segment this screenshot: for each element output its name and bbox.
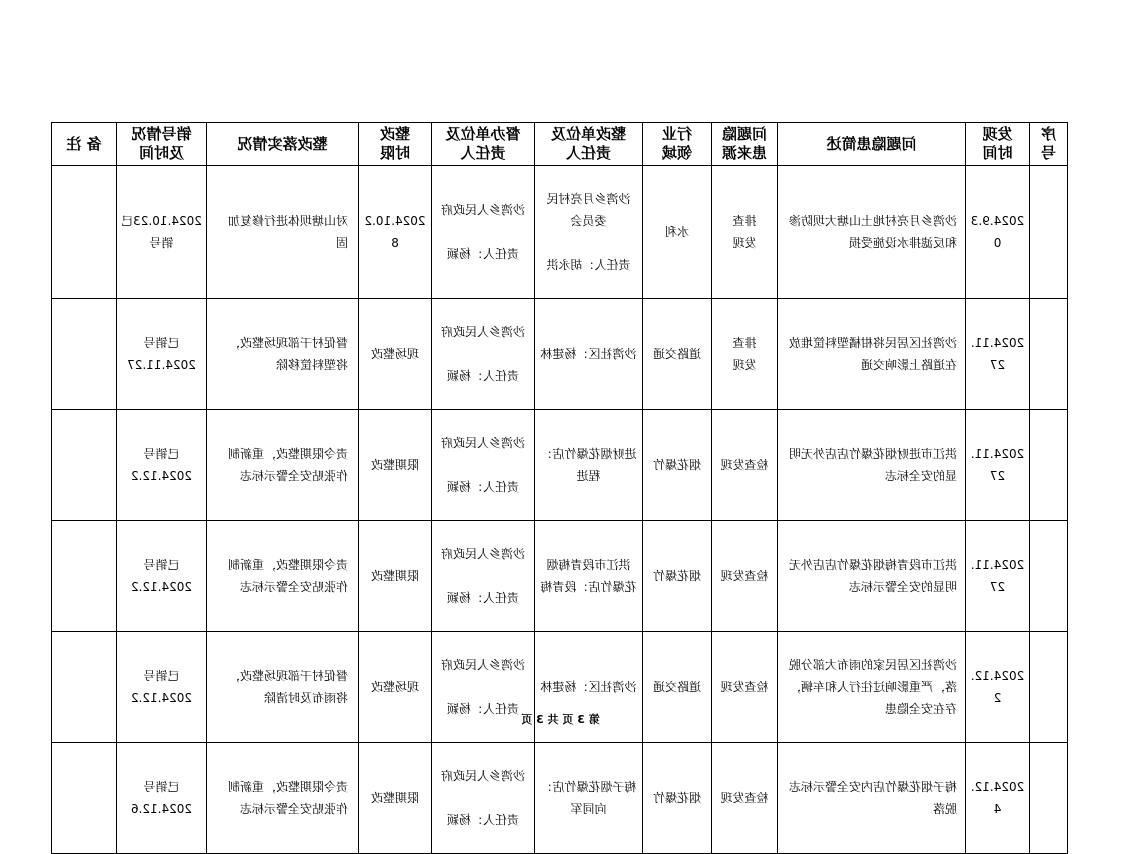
supervisor-name: 沙湾乡人民政府 <box>441 547 526 561</box>
cell-domain: 水利 <box>643 166 712 299</box>
cell-found-date: 2024.12.4 <box>966 743 1030 854</box>
cell-closure: 已销号 2024.12.6 <box>117 743 207 854</box>
cell-description: 沙湾社区居民将柑橘塑料筐堆放在道路上影响交通 <box>778 299 966 410</box>
header-measures: 整改落实情况 <box>207 123 359 166</box>
cell-time-limit: 限期整改 <box>359 521 432 632</box>
table-row <box>52 410 1068 521</box>
cell-description: 沙湾社区居民家的雨布大部分脱落，严重影响过往行人和车辆，存在安全隐患 <box>778 632 966 743</box>
rectify-unit-name: 沙湾乡月亮村民 委员会 <box>546 192 631 228</box>
cell-serial <box>1030 166 1068 299</box>
cell-closure: 已销号 2024.12.2 <box>117 410 207 521</box>
header-description: 问题隐患简述 <box>778 123 966 166</box>
cell-domain: 道路交通 <box>643 632 712 743</box>
header-closure: 销号情况 及时间 <box>117 123 207 166</box>
header-row <box>52 123 1068 166</box>
cell-supervisor <box>432 299 535 410</box>
cell-closure: 已销号 2024.12.2 <box>117 521 207 632</box>
rectify-unit-name: 进财烟花爆竹店： 程进 <box>540 447 637 483</box>
cell-rectify-unit <box>535 166 643 299</box>
header-supervisor: 督办单位及 责任人 <box>432 123 535 166</box>
supervisor-name: 沙湾乡人民政府 <box>441 325 526 339</box>
cell-serial <box>1030 743 1068 854</box>
cell-closure: 已销号 2024.12.2 <box>117 632 207 743</box>
rectify-unit-name: 沙湾社区：杨建林 <box>540 347 637 361</box>
cell-source: 检查发现 <box>712 743 778 854</box>
cell-found-date: 2024.11.27 <box>966 410 1030 521</box>
cell-domain: 烟花爆竹 <box>643 521 712 632</box>
cell-measures: 对山塘坝体进行修复加固 <box>207 166 359 299</box>
supervisor-name: 沙湾乡人民政府 <box>441 436 526 450</box>
cell-description: 洪江市进财烟花爆竹店店外无明显的安全标志 <box>778 410 966 521</box>
cell-found-date: 2024.9.30 <box>966 166 1030 299</box>
header-time-limit: 整改 时限 <box>359 123 432 166</box>
header-notes: 备 注 <box>52 123 117 166</box>
cell-source: 检查发现 <box>712 521 778 632</box>
table-row <box>52 521 1068 632</box>
cell-notes <box>52 410 117 521</box>
cell-measures: 责令限期整改，重新制作张贴安全警示标志 <box>207 743 359 854</box>
cell-found-date: 2024.11.27 <box>966 299 1030 410</box>
supervisor-person: 责任人：杨颖 <box>447 813 520 827</box>
cell-found-date: 2024.11.27 <box>966 521 1030 632</box>
cell-serial <box>1030 299 1068 410</box>
cell-supervisor <box>432 410 535 521</box>
supervisor-person: 责任人：杨颖 <box>447 591 520 605</box>
cell-supervisor <box>432 166 535 299</box>
page-footer: 第 3 页 共 3 页 <box>521 713 600 726</box>
cell-measures: 督促村干部现场整改，将雨布及时清除 <box>207 632 359 743</box>
supervisor-person: 责任人：杨颖 <box>447 480 520 494</box>
cell-domain: 道路交通 <box>643 299 712 410</box>
header-found-date: 发现 时间 <box>966 123 1030 166</box>
cell-time-limit: 现场整改 <box>359 632 432 743</box>
cell-time-limit: 限期整改 <box>359 410 432 521</box>
cell-time-limit: 限期整改 <box>359 743 432 854</box>
cell-description: 洪江市段青梅烟花爆竹店店外无明显的安全警示标志 <box>778 521 966 632</box>
supervisor-name: 沙湾乡人民政府 <box>441 203 526 217</box>
cell-time-limit: 2024.10.28 <box>359 166 432 299</box>
cell-domain: 烟花爆竹 <box>643 410 712 521</box>
rectify-unit-person: 责任人：胡永洪 <box>546 258 631 272</box>
cell-measures: 责令限期整改，重新制作张贴安全警示标志 <box>207 521 359 632</box>
supervisor-person: 责任人：杨颖 <box>447 702 520 716</box>
table-row <box>52 166 1068 299</box>
cell-closure: 已销号 2024.11.27 <box>117 299 207 410</box>
header-domain: 行业 领域 <box>643 123 712 166</box>
cell-notes <box>52 166 117 299</box>
cell-supervisor <box>432 521 535 632</box>
cell-supervisor <box>432 743 535 854</box>
supervisor-name: 沙湾乡人民政府 <box>441 769 526 783</box>
cell-closure: 2024.10.23已销号 <box>117 166 207 299</box>
supervisor-person: 责任人：杨颖 <box>447 369 520 383</box>
cell-serial <box>1030 521 1068 632</box>
cell-description: 沙湾乡月亮村地土山塘大坝防渗和反滤排水设施受损 <box>778 166 966 299</box>
cell-time-limit: 现场整改 <box>359 299 432 410</box>
hazard-table <box>51 122 1068 854</box>
cell-domain: 烟花爆竹 <box>643 743 712 854</box>
cell-rectify-unit <box>535 410 643 521</box>
cell-serial <box>1030 410 1068 521</box>
cell-measures: 责令限期整改，重新制作张贴安全警示标志 <box>207 410 359 521</box>
cell-notes <box>52 521 117 632</box>
table-row <box>52 299 1068 410</box>
rectify-unit-name: 梅子烟花爆竹店： 向同军 <box>540 780 637 816</box>
cell-source: 检查发现 <box>712 410 778 521</box>
cell-found-date: 2024.12.2 <box>966 632 1030 743</box>
cell-source: 排查 发现 <box>712 166 778 299</box>
cell-description: 梅子烟花爆竹店内安全警示标志脱落 <box>778 743 966 854</box>
cell-rectify-unit <box>535 299 643 410</box>
cell-rectify-unit <box>535 521 643 632</box>
cell-notes <box>52 299 117 410</box>
supervisor-name: 沙湾乡人民政府 <box>441 658 526 672</box>
cell-rectify-unit <box>535 743 643 854</box>
cell-source: 检查发现 <box>712 632 778 743</box>
header-rectify-unit: 整改单位及 责任人 <box>535 123 643 166</box>
header-serial: 序 号 <box>1030 123 1068 166</box>
supervisor-person: 责任人：杨颖 <box>447 247 520 261</box>
rectify-unit-name: 洪江市段青梅烟 花爆竹店：段青梅 <box>540 558 637 594</box>
cell-notes <box>52 743 117 854</box>
rectify-unit-name: 沙湾社区：杨建林 <box>540 680 637 694</box>
cell-measures: 督促村干部现场整改，将塑料筐移除 <box>207 299 359 410</box>
header-source: 问题隐 患来源 <box>712 123 778 166</box>
cell-source: 排查 发现 <box>712 299 778 410</box>
table-row <box>52 743 1068 854</box>
